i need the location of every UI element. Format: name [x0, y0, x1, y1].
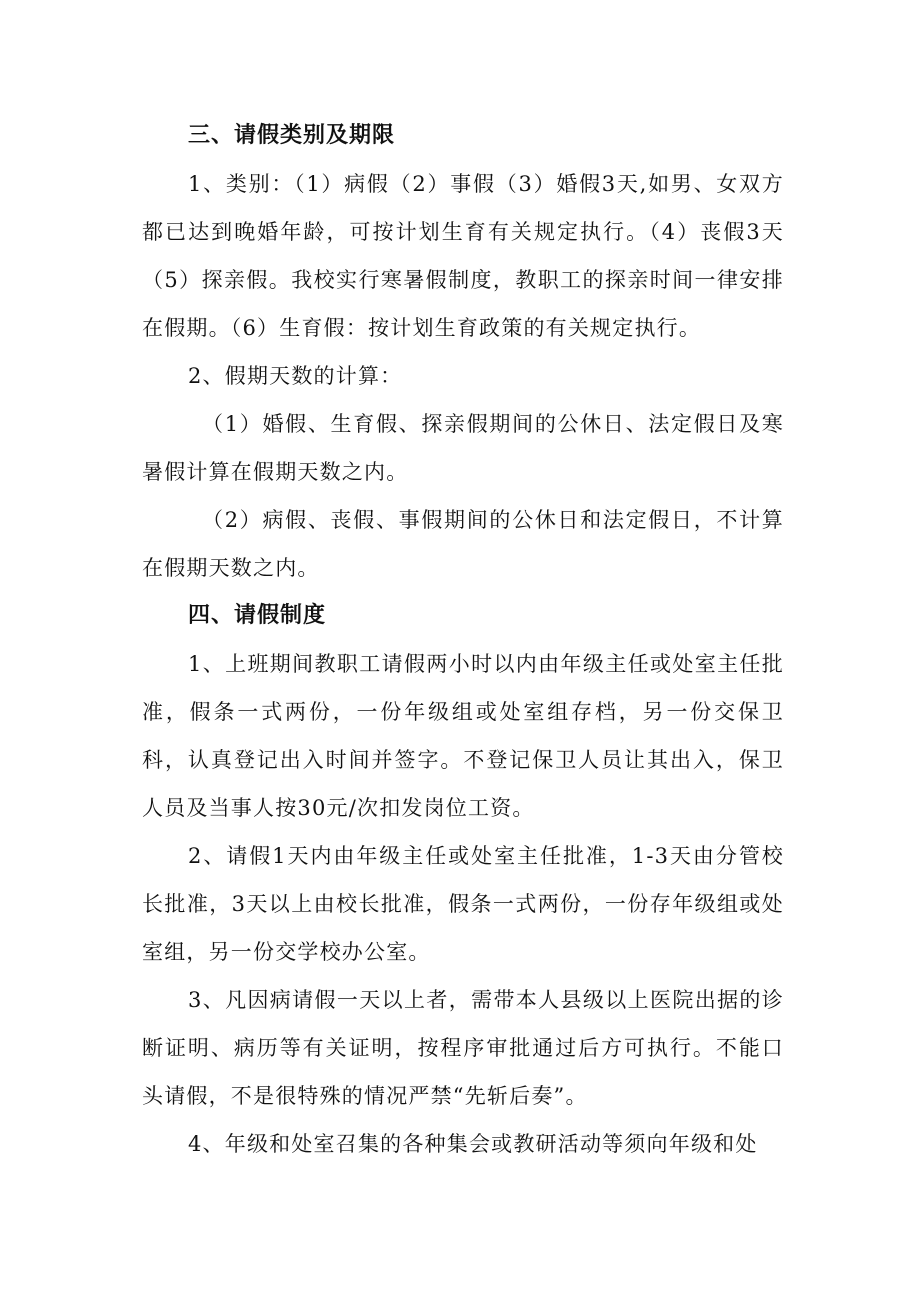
section-3-item-2: 2、假期天数的计算： [188, 364, 403, 388]
section-4-item-4: 4、年级和处室召集的各种集会或教研活动等须向年级和处 [188, 1132, 758, 1156]
section-3-heading: 三、请假类别及期限 [188, 123, 396, 148]
section-4-heading: 四、请假制度 [188, 603, 327, 628]
section-3-item-2-sub-1: （1）婚假、生育假、探亲假期间的公休日、法定假日及寒暑假计算在假期天数之内。 [142, 412, 784, 484]
section-3-item-2-sub-2: （2）病假、丧假、事假期间的公休日和法定假日，不计算在假期天数之内。 [142, 508, 784, 580]
section-4-item-3: 3、凡因病请假一天以上者，需带本人县级以上医院出据的诊断证明、病历等有关证明，按程序审批通过后方可执行。不能口头请假，不是很特殊的情况严禁“先斩后奏”。 [142, 988, 784, 1108]
section-4-item-1: 1、上班期间教职工请假两小时以内由年级主任或处室主任批准，假条一式两份，一份年级组或处室组存档，另一份交保卫科，认真登记出入时间并签字。不登记保卫人员让其出入，保卫人员及当事人按30元/次扣发岗位工资。 [142, 652, 784, 820]
section-4-item-2: 2、请假1天内由年级主任或处室主任批准，1-3天由分管校长批准，3天以上由校长批准，假条一式两份，一份存年级组或处室组，另一份交学校办公室。 [142, 844, 784, 964]
document-body [142, 112, 784, 1168]
section-3-item-1: 1、类别：（1）病假（2）事假（3）婚假3天,如男、女双方都已达到晚婚年龄，可按计划生育有关规定执行。（4）丧假3天（5）探亲假。我校实行寒暑假制度，教职工的探亲时间一律安排在假期。（6）生育假：按计划生育政策的有关规定执行。 [142, 172, 784, 340]
